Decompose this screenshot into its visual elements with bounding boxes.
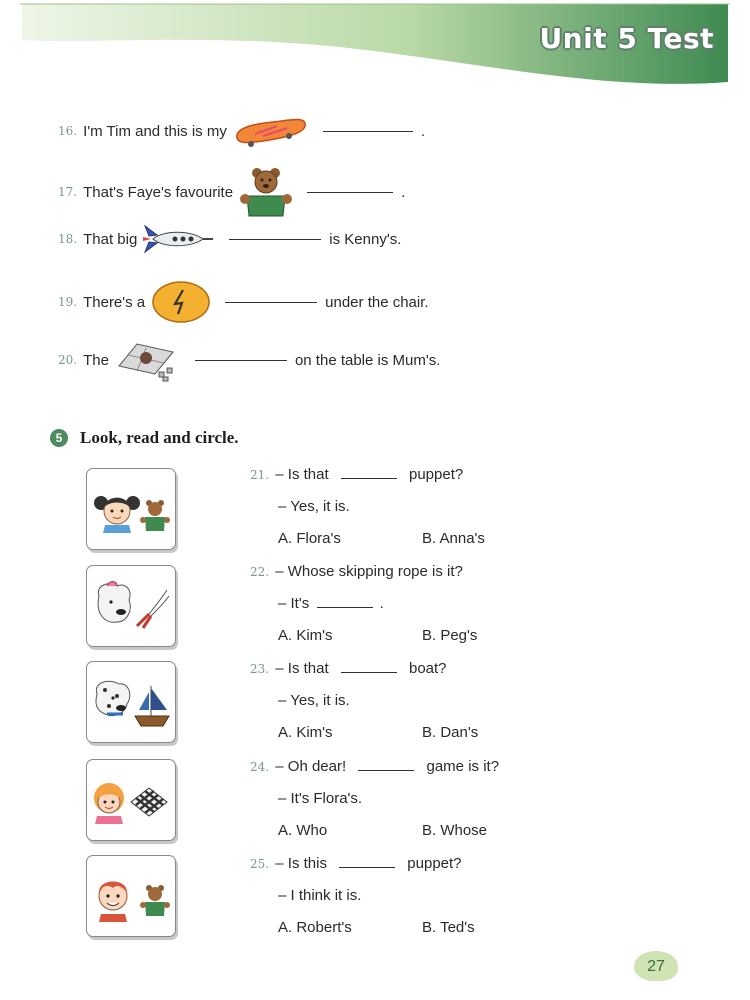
question-text: – Whose skipping rope is it? [275,563,463,580]
bear-puppet-icon [239,166,293,218]
question-text: – Oh dear! [275,758,347,775]
question-text: I'm Tim and this is my [83,122,227,140]
option-b[interactable]: B. Whose [422,822,488,839]
question-line [250,758,499,790]
question-line [250,563,477,595]
answer-line: – Yes, it is. [278,692,350,709]
options [250,724,478,756]
question-20 [58,338,440,382]
section-title: Look, read and circle. [80,428,239,447]
answer-blank[interactable] [339,866,395,868]
rocket-icon [143,224,215,254]
question-end: . [420,122,425,140]
options [250,627,477,659]
options [250,822,499,854]
page-title: Unit 5 Test [539,22,714,55]
answer-blank[interactable] [358,769,414,771]
answer-blank[interactable] [225,301,317,303]
answer-blank[interactable] [229,238,321,240]
section-5-heading [50,428,239,448]
answer-blank[interactable] [317,606,373,608]
options [250,530,485,562]
option-a[interactable]: A. Kim's [278,724,333,741]
question-16 [58,114,425,148]
question-line [250,855,475,887]
question-end: . [401,183,406,201]
picture-card-21 [86,468,176,550]
boy-and-puppet-icon [87,856,175,936]
question-end: under the chair. [325,293,429,311]
answer-blank[interactable] [195,359,287,361]
question-text: There's a [83,293,146,311]
answer-line: – I think it is. [278,887,362,904]
dog-and-boat-icon [87,662,175,742]
question-text: – Is this [275,855,327,872]
question-25 [250,855,475,951]
answer-text: – It's [278,595,310,612]
answer-blank[interactable] [341,671,397,673]
answer-line [250,595,477,627]
question-text: The [83,351,109,369]
jigsaw-puzzle-icon [115,338,181,382]
answer-blank[interactable] [341,477,397,479]
question-text: That's Faye's favourite [83,183,234,201]
dog-and-skipping-rope-icon [87,566,175,646]
question-number: 22. [250,565,270,579]
page-number: 27 [634,951,678,981]
ball-icon [151,280,211,324]
question-text: That big [83,230,138,248]
answer-blank[interactable] [307,191,393,193]
question-line [250,466,485,498]
option-b[interactable]: B. Dan's [422,724,479,741]
question-end: is Kenny's. [329,230,402,248]
question-line [250,660,478,692]
question-19 [58,280,429,324]
question-18 [58,224,401,254]
question-text-end: game is it? [426,758,500,775]
question-number: 21. [250,468,270,482]
question-text-end: puppet? [408,466,464,483]
question-24 [250,758,499,854]
question-text: – Is that [275,466,329,483]
unit-header [0,0,750,100]
picture-card-23 [86,661,176,743]
question-number: 16. [58,124,78,138]
girl-and-puppet-icon [87,469,175,549]
question-end: on the table is Mum's. [294,351,441,369]
option-a[interactable]: A. Kim's [278,627,333,644]
picture-card-24 [86,759,176,841]
question-number: 19. [58,295,78,309]
answer-line: – It's Flora's. [278,790,363,807]
question-text: – Is that [275,660,329,677]
question-17 [58,166,405,218]
picture-card-22 [86,565,176,647]
answer-blank[interactable] [323,130,413,132]
option-b[interactable]: B. Peg's [422,627,478,644]
question-number: 17. [58,185,78,199]
answer-line: – Yes, it is. [278,498,350,515]
question-number: 24. [250,760,270,774]
option-a[interactable]: A. Flora's [278,530,341,547]
option-b[interactable]: B. Ted's [422,919,475,936]
question-number: 25. [250,857,270,871]
skateboard-icon [233,114,309,148]
question-text-end: puppet? [407,855,462,872]
question-text-end: boat? [408,660,447,677]
option-a[interactable]: A. Robert's [278,919,352,936]
question-23 [250,660,478,756]
option-a[interactable]: A. Who [278,822,328,839]
girl-and-chessboard-icon [87,760,175,840]
question-22 [250,563,477,659]
question-number: 18. [58,232,78,246]
picture-card-25 [86,855,176,937]
section-number-badge: 5 [50,429,68,447]
question-21 [250,466,485,562]
answer-end: . [379,595,384,612]
option-b[interactable]: B. Anna's [422,530,485,547]
question-number: 23. [250,662,270,676]
options [250,919,475,951]
question-number: 20. [58,353,78,367]
